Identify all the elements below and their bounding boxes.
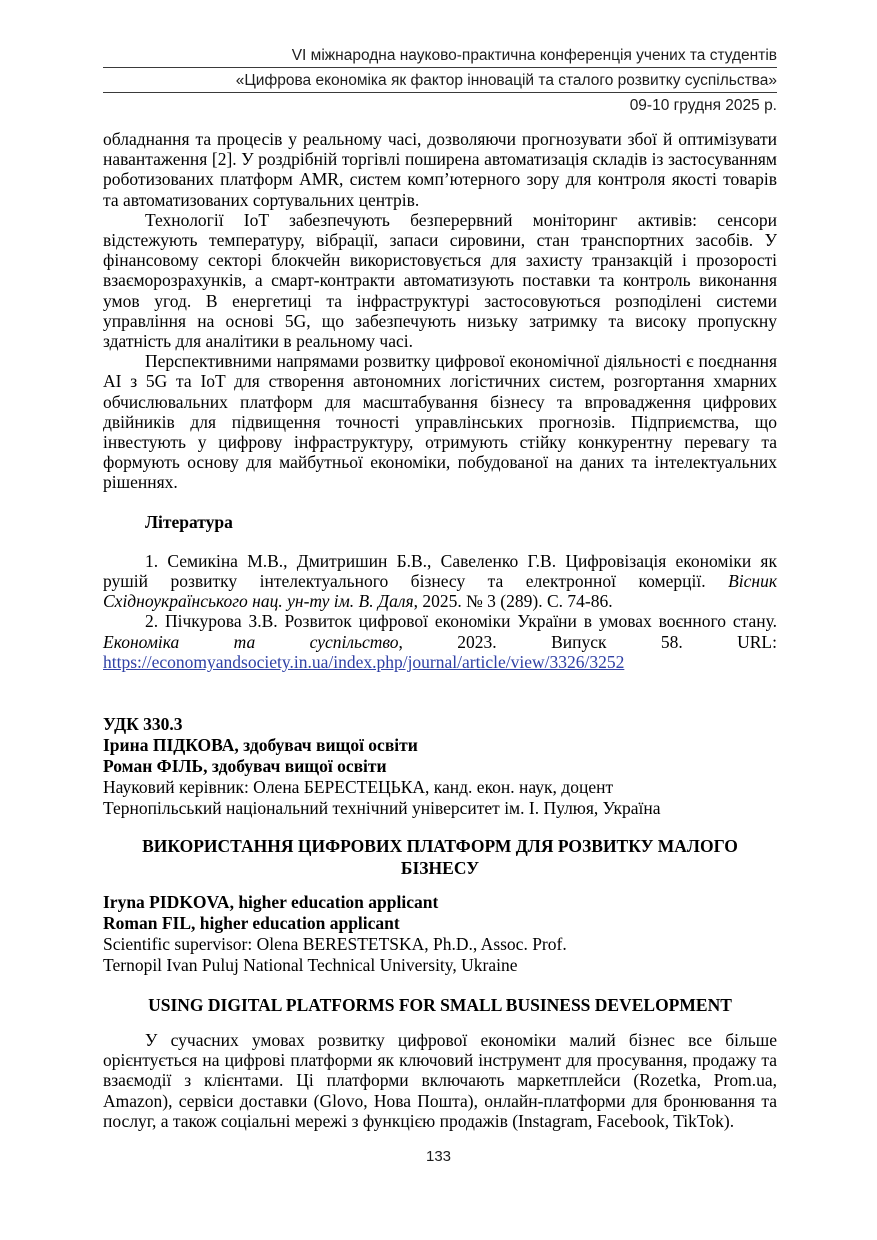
intro-paragraph: У сучасних умовах розвитку цифрової економіки малий бізнес все більше орієнтується на цифрові платформи як ключовий інструмент для просування, продажу та взаємодії з клієнтами. Ці платформи включають маркетплейси (Rozetka, Prom.ua, Amazon), сервіси доставки (Glovo, Нова Пошта), онлайн-платформи для бронювання та послуг, а також соціальні мережі з функцією продажів (Instagram, Facebook, TikTok). [103,1030,777,1131]
author-en-2: Roman FIL, higher education applicant [103,913,400,934]
reference-1-text: 1. Семикіна М.В., Дмитришин Б.В., Савеленко Г.В. Цифровізація економіки як рушій розвитку інтелектуального бізнесу та електронної комерції. [103,550,777,592]
document-body [103,129,777,1131]
reference-url-link[interactable]: https://economyandsociety.in.ua/index.php/journal/article/view/3326/3252 [103,651,625,672]
conference-title-line: VI міжнародна науково-практична конференція учених та студентів [103,46,777,68]
page-footer [0,1148,877,1165]
body-paragraph-2: Технології IoT забезпечують безперервний моніторинг активів: сенсори відстежують температуру, вібрації, запаси сировини, стан транспортних засобів. У фінансовому секторі блокчейн використовується для захисту транзакцій і прозорості взаєморозрахунків, а смарт-контракти автоматизують поставки та контроль виконання умов угод. В енергетиці та інфраструктурі застосовуються розподілені системи управління на основі 5G, що забезпечують низьку затримку та високу пропускну здатність для аналітики в реальному часі. [103,209,777,352]
reference-2-text: 2. Пічкурова З.В. Розвиток цифрової економіки України в умовах воєнного стану. [145,611,777,632]
references-heading: Література [145,511,233,532]
author-uk-2: Роман ФІЛЬ, здобувач вищої освіти [103,756,387,777]
affiliation-uk: Тернопільський національний технічний університет ім. І. Пулюя, Україна [103,798,661,819]
conference-theme-line: «Цифрова економіка як фактор інновацій та сталого розвитку суспільства» [103,71,777,93]
article-title-uk: ВИКОРИСТАННЯ ЦИФРОВИХ ПЛАТФОРМ ДЛЯ РОЗВИТКУ МАЛОГО БІЗНЕСУ [142,836,738,879]
affiliation-en: Ternopil Ivan Puluj National Technical University, Ukraine [103,955,518,976]
body-paragraph-1: обладнання та процесів у реальному часі, дозволяючи прогнозувати збої й оптимізувати навантаження [2]. У роздрібній торгівлі поширена автоматизація складів із застосуванням роботизованих платформ AMR, систем комп’ютерного зору для контроля якості товарів та автоматизованих сортувальних центрів. [103,129,777,210]
supervisor-en: Scientific supervisor: Olena BERESTETSKA, Ph.D., Assoc. Prof. [103,934,567,955]
next-article-section [103,714,777,1131]
page-header [103,46,777,115]
udc-code: УДК 330.3 [103,714,183,735]
page-number: 133 [425,1148,452,1165]
article-title-en: USING DIGITAL PLATFORMS FOR SMALL BUSINESS DEVELOPMENT [148,995,732,1016]
previous-article-section [103,129,777,672]
reference-2-journal: Економіка та суспільство [103,631,399,652]
reference-2 [103,611,777,672]
reference-1 [103,551,777,612]
reference-2-mid: , 2023. Випуск 58. URL: [398,631,777,652]
author-uk-1: Ірина ПІДКОВА, здобувач вищої освіти [103,735,418,756]
body-paragraph-3: Перспективними напрямами розвитку цифрової економічної діяльності є поєднання AI з 5G та IoT для створення автономних логістичних систем, розгортання хмарних обчислювальних платформ для масштабування бізнесу та впровадження цифрових двійників для підвищення точності управлінських прогнозів. Підприємства, що інвестують у цифрову інфраструктуру, отримують стійку конкурентну перевагу та формують основу для майбутньої економіки, побудованої на даних та інтелектуальних рішеннях. [103,351,777,493]
author-en-1: Iryna PIDKOVA, higher education applicant [103,892,439,913]
conference-date: 09-10 грудня 2025 р. [629,97,777,114]
reference-1-tail: , 2025. № 3 (289). С. 74-86. [413,591,613,612]
supervisor-uk: Науковий керівник: Олена БЕРЕСТЕЦЬКА, канд. екон. наук, доцент [103,777,614,798]
reference-1-journal: Вісник Східноукраїнського нац. ун-ту ім. В. Даля [103,571,777,612]
